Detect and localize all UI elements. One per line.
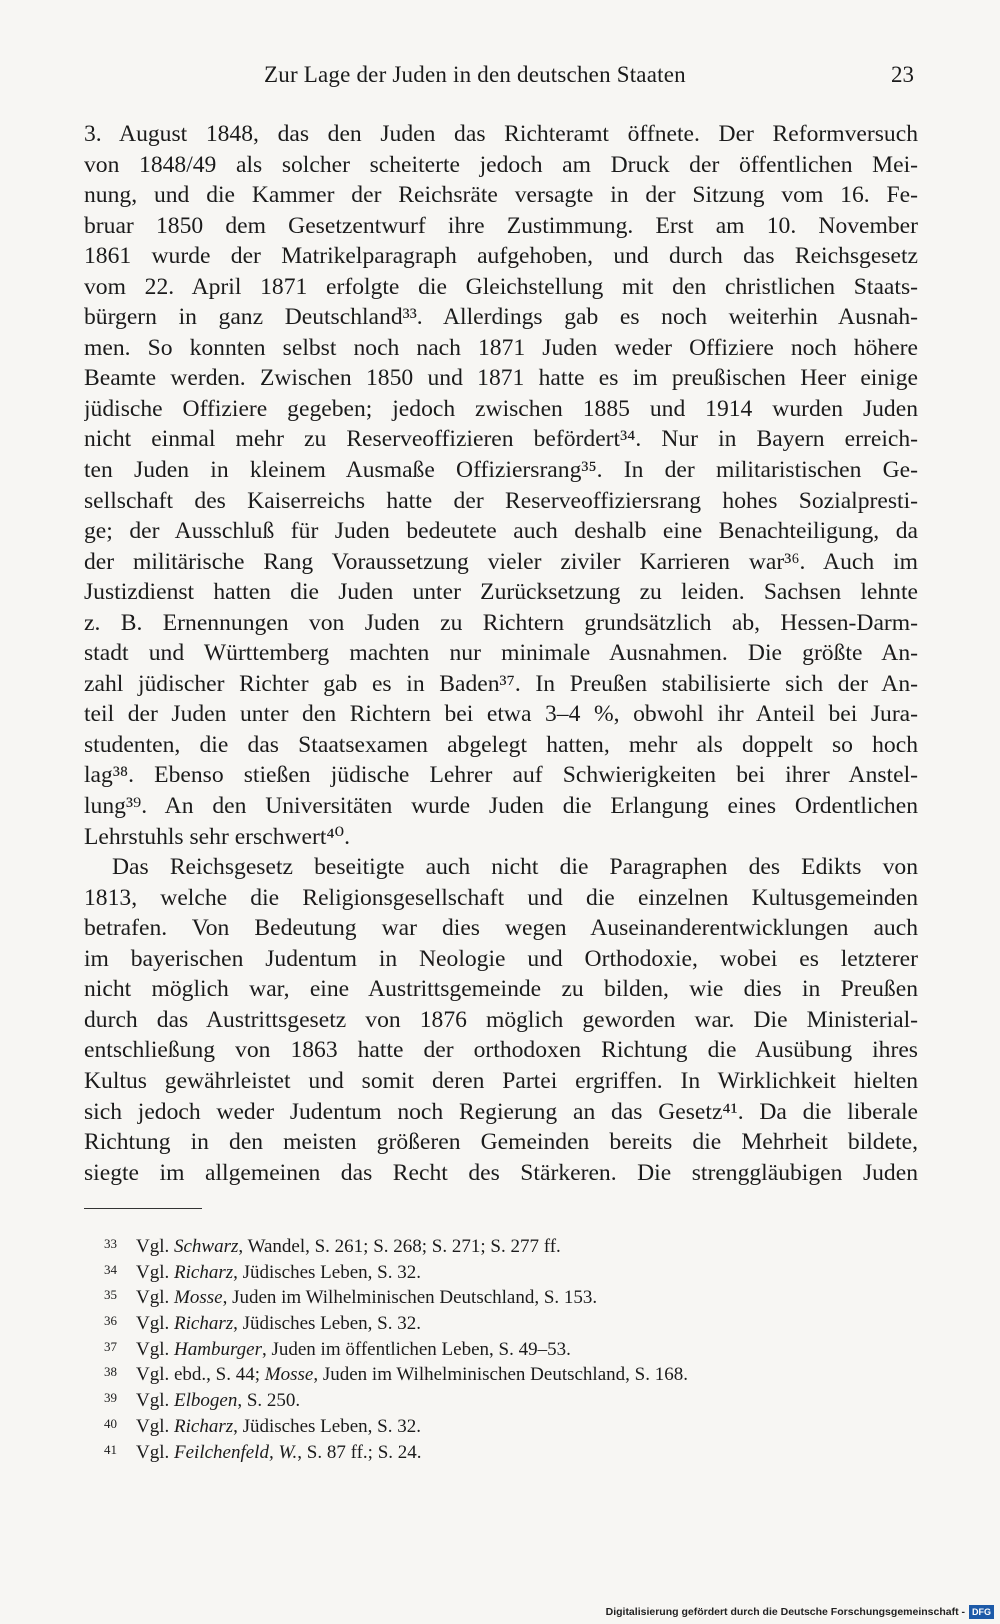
text-line: Kultus gewährleistet und somit deren Partei ergriffen. In Wirklichkeit hielten [84, 1067, 918, 1094]
footnote [104, 1334, 904, 1360]
footnote-author: Hamburger [174, 1338, 262, 1360]
footnote-author: Richarz [174, 1415, 234, 1437]
text-line: siegte im allgemeinen das Recht des Stärkeren. Die strenggläubigen Juden [84, 1159, 918, 1186]
text-line: 1861 wurde der Matrikelparagraph aufgehoben, und durch das Reichsgesetz [84, 243, 918, 270]
footnote-text: , S. 87 ff.; S. 24. [297, 1441, 422, 1463]
footnote [104, 1359, 904, 1385]
text-line: ge; der Ausschluß für Juden bedeutete auch deshalb eine Benachteiligung, da [84, 518, 918, 545]
text-line: Justizdienst hatten die Juden unter Zurücksetzung zu leiden. Sachsen lehnte [84, 579, 918, 606]
text-line: Lehrstuhls sehr erschwert⁴⁰. [84, 823, 350, 850]
footnote-author: Elbogen [174, 1390, 238, 1412]
footnote-text: , Jüdisches Leben, S. 32. [233, 1415, 421, 1437]
footnote-author: Mosse [174, 1287, 223, 1309]
text-line: stadt und Württemberg machten nur minimale Ausnahmen. Die größte An- [84, 640, 918, 667]
text-line: Richtung in den meisten größeren Gemeinden bereits die Mehrheit bildete, [84, 1129, 918, 1156]
footnote-text: Vgl. [136, 1441, 174, 1463]
text-line: nicht einmal mehr zu Reserveoffizieren befördert³⁴. Nur in Bayern erreich- [84, 426, 918, 453]
running-header [84, 62, 918, 94]
text-line: teil der Juden unter den Richtern bei etwa 3–4 %, obwohl ihr Anteil bei Jura- [84, 701, 918, 728]
text-line: ten Juden in kleinem Ausmaße Offiziersrang³⁵. In der militaristischen Ge- [84, 457, 918, 484]
dfg-logo: DFG [969, 1605, 994, 1619]
footnote [104, 1257, 904, 1283]
text-line: durch das Austrittsgesetz von 1876 möglich geworden war. Die Ministerial- [84, 1006, 918, 1033]
text-line: 3. August 1848, das den Juden das Richteramt öffnete. Der Reformversuch [84, 121, 918, 147]
footnote-text: , Juden im Wilhelminischen Deutschland, S. 168. [313, 1364, 688, 1386]
text-line: zahl jüdischer Richter gab es in Baden³⁷. In Preußen stabilisierte sich der An- [84, 670, 918, 697]
footnote-text: Vgl. [136, 1338, 174, 1360]
footnote [104, 1411, 904, 1437]
digitization-credit [606, 1604, 994, 1620]
footnotes [104, 1231, 904, 1462]
text-line: im bayerischen Judentum in Neologie und Orthodoxie, wobei es letzterer [84, 945, 918, 972]
footnote-number: 34 [104, 1261, 117, 1277]
footnote-text: Vgl. [136, 1261, 174, 1283]
text-line: Beamte werden. Zwischen 1850 und 1871 hatte es im preußischen Heer einige [84, 365, 918, 392]
text-line: betrafen. Von Bedeutung war dies wegen Auseinanderentwicklungen auch [84, 915, 918, 942]
credit-text: Digitalisierung gefördert durch die Deutsche Forschungsgemeinschaft - [605, 1606, 965, 1618]
footnote-text: , S. 250. [237, 1390, 301, 1412]
body-text [84, 119, 918, 1188]
text-line: entschließung von 1863 hatte der orthodoxen Richtung die Ausübung ihres [84, 1037, 918, 1064]
footnote-separator [84, 1208, 202, 1209]
text-line: sich jedoch weder Judentum noch Regierung an das Gesetz⁴¹. Da die liberale [84, 1098, 918, 1125]
text-line: sellschaft des Kaiserreichs hatte der Reserveoffiziersrang hohes Sozialpresti- [84, 487, 918, 514]
text-line: lung³⁹. An den Universitäten wurde Juden die Erlangung eines Ordentlichen [84, 793, 918, 820]
footnote-text: Vgl. [136, 1390, 174, 1412]
footnote-text: Vgl. [136, 1236, 174, 1257]
footnote-number: 35 [104, 1287, 117, 1303]
text-line: z. B. Ernennungen von Juden zu Richtern grundsätzlich ab, Hessen-Darm- [84, 609, 918, 636]
text-line: nung, und die Kammer der Reichsräte versagte in der Sitzung vom 16. Fe- [84, 182, 918, 209]
footnote-text: Vgl. [136, 1415, 174, 1437]
text-line: jüdische Offiziere gegeben; jedoch zwischen 1885 und 1914 wurden Juden [84, 395, 918, 422]
text-line: studenten, die das Staatsexamen abgelegt hatten, mehr als doppelt so hoch [84, 731, 918, 758]
text-line: bürgern in ganz Deutschland³³. Allerdings gab es noch weiterhin Ausnah- [84, 304, 918, 331]
text-line: der militärische Rang Voraussetzung vieler ziviler Karrieren war³⁶. Auch im [84, 548, 918, 575]
text-line: bruar 1850 dem Gesetzentwurf ihre Zustimmung. Erst am 10. November [84, 212, 918, 239]
page-number: 23 [891, 62, 914, 87]
footnote [104, 1308, 904, 1334]
footnote-author: Schwarz [174, 1236, 239, 1257]
text-line: von 1848/49 als solcher scheiterte jedoch am Druck der öffentlichen Mei- [84, 151, 918, 178]
footnote [104, 1282, 904, 1308]
footnote-text: , Juden im öffentlichen Leben, S. 49–53. [261, 1338, 571, 1360]
text-line: lag³⁸. Ebenso stießen jüdische Lehrer auf Schwierigkeiten bei ihrer Anstel- [84, 762, 918, 789]
text-line: 1813, welche die Religionsgesellschaft und die einzelnen Kultusgemeinden [84, 884, 918, 911]
footnote-text: Vgl. ebd., S. 44; [136, 1364, 265, 1386]
footnote-number: 39 [104, 1390, 117, 1406]
footnote-text: , Wandel, S. 261; S. 268; S. 271; S. 277 ff. [238, 1236, 561, 1257]
text-line: vom 22. April 1871 erfolgte die Gleichstellung mit den christlichen Staats- [84, 273, 918, 300]
text-line: Das Reichsgesetz beseitigte auch nicht die Paragraphen des Edikts von [112, 854, 918, 881]
text-line: nicht möglich war, eine Austrittsgemeinde zu bilden, wie dies in Preußen [84, 976, 918, 1003]
footnote-text: Vgl. [136, 1313, 174, 1335]
footnote-author: Richarz [174, 1313, 234, 1335]
footnote-number: 33 [104, 1236, 117, 1251]
footnote [104, 1231, 904, 1257]
footnote-number: 41 [104, 1441, 117, 1457]
footnote-number: 40 [104, 1415, 117, 1431]
footnote-number: 37 [104, 1338, 117, 1354]
footnote [104, 1437, 904, 1463]
footnote-number: 38 [104, 1364, 117, 1380]
footnote-number: 36 [104, 1313, 117, 1329]
footnote-text: , Jüdisches Leben, S. 32. [233, 1313, 421, 1335]
footnote-text: , Jüdisches Leben, S. 32. [233, 1261, 421, 1283]
footnote-author: Richarz [174, 1261, 234, 1283]
running-head-title: Zur Lage der Juden in den deutschen Staaten [264, 62, 686, 87]
footnote-author: Mosse [264, 1364, 314, 1386]
footnote [104, 1385, 904, 1411]
footnote-text: , Juden im Wilhelminischen Deutschland, S. 153. [222, 1287, 598, 1309]
footnote-text: Vgl. [136, 1287, 174, 1309]
text-line: men. So konnten selbst noch nach 1871 Juden weder Offiziere noch höhere [84, 334, 918, 361]
footnote-author: Feilchenfeld, W. [174, 1441, 298, 1463]
